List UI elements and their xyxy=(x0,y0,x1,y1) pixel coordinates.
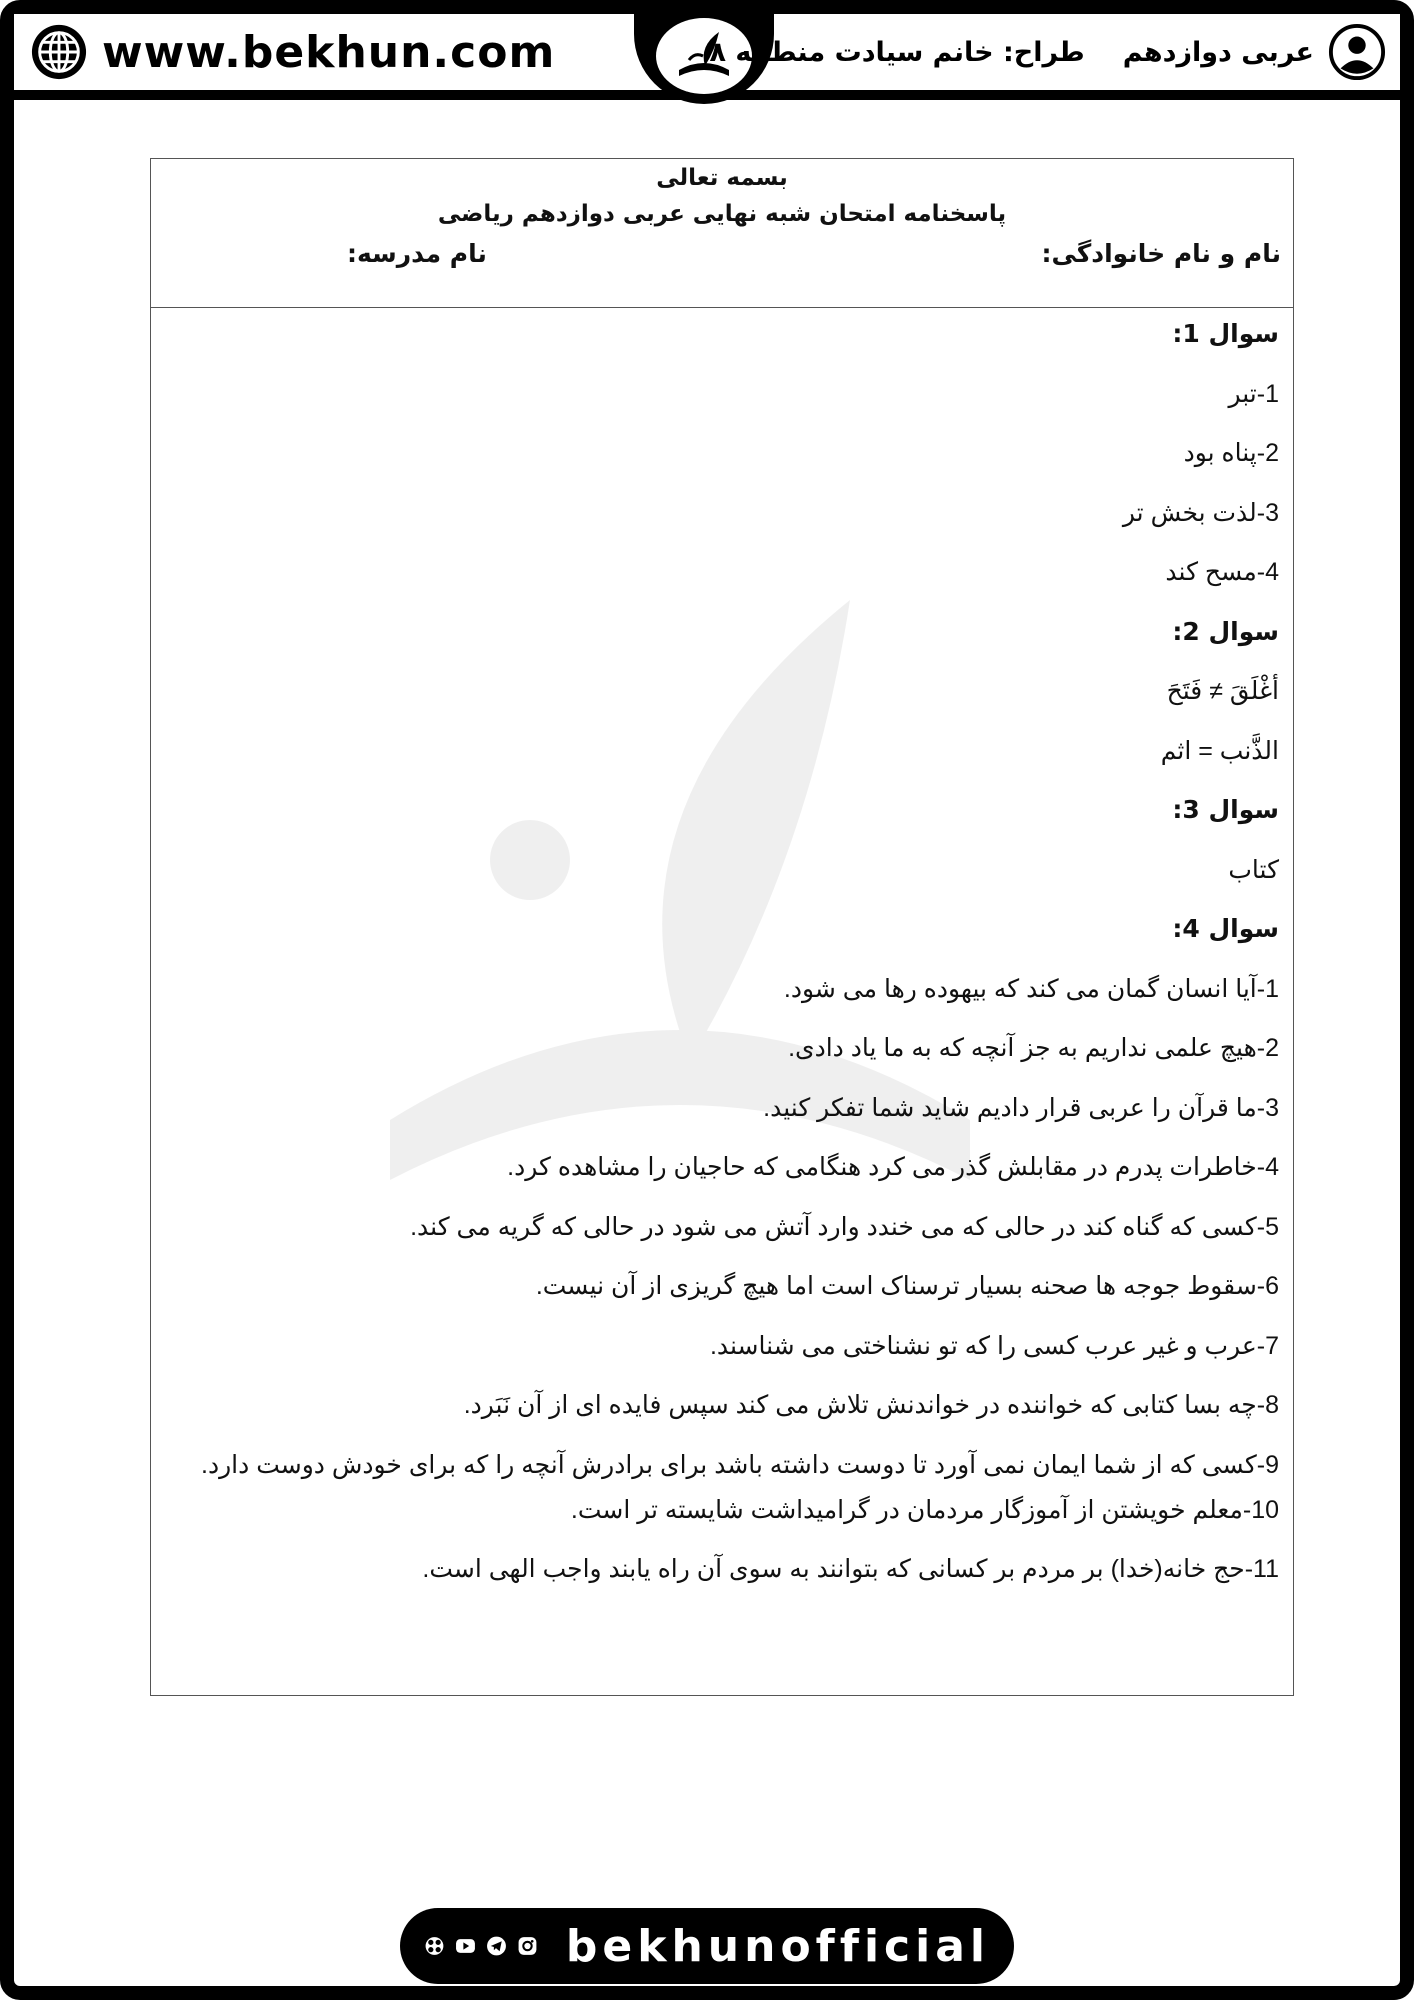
sheet-header xyxy=(151,159,1293,308)
answer-line: 2-هیچ علمی نداریم به جز آنچه که به ما یاد دادی. xyxy=(788,1034,1279,1062)
website-link[interactable] xyxy=(30,22,555,82)
question-heading: سوال 1: xyxy=(1172,319,1279,348)
bismillah: بسمه تعالی xyxy=(656,165,788,191)
instagram-icon[interactable] xyxy=(517,1926,538,1966)
answer-line: 3-ما قرآن را عربی قرار دادیم شاید شما تفکر کنید. xyxy=(763,1093,1279,1122)
globe-icon xyxy=(30,23,88,81)
question-heading: سوال 4: xyxy=(1172,914,1279,943)
answer-line: 6-سقوط جوجه ها صحنه بسیار ترسناک است اما هیچ گریزی از آن نیست. xyxy=(535,1272,1279,1300)
aparat-icon[interactable] xyxy=(424,1926,445,1966)
answer-line: 2-پناه بود xyxy=(1183,439,1279,467)
answer-line: أغْلَقَ ≠ فَتَحَ xyxy=(1166,677,1279,705)
answer-line: 9-کسی که از شما ایمان نمی آورد تا دوست داشته باشد برای برادرش آنچه را که برای خودش دوست دارد. xyxy=(201,1450,1279,1479)
question-heading: سوال 3: xyxy=(1172,795,1279,824)
answer-line: کتاب xyxy=(1228,855,1279,884)
youtube-icon[interactable] xyxy=(455,1926,476,1966)
user-avatar-icon xyxy=(1328,23,1386,81)
question-heading: سوال 2: xyxy=(1172,616,1279,646)
answer-line: 1-آیا انسان گمان می کند که بیهوده رها می شود. xyxy=(783,974,1279,1003)
website-url: www.bekhun.com xyxy=(102,26,556,78)
subject-label: عربی دوازدهم xyxy=(1122,36,1314,68)
social-handle: bekhunofficial xyxy=(565,1920,990,1972)
school-name-label: نام مدرسه: xyxy=(347,239,487,268)
answer-line: 1-تبر xyxy=(1228,379,1279,408)
exam-title: پاسخنامه امتحان شبه نهایی عربی دوازدهم ریاضی xyxy=(437,201,1007,227)
answer-line: الذَّنب = اثم xyxy=(1160,736,1279,765)
answer-line: 5-کسی که گناه کند در حالی که می خندد وارد آتش می شود در حالی که گریه می کند. xyxy=(410,1212,1279,1241)
student-name-label: نام و نام خانوادگی: xyxy=(1041,239,1281,268)
answer-line: 7-عرب و غیر عرب کسی را که تو نشناختی می شناسند. xyxy=(709,1331,1279,1360)
page-header xyxy=(14,14,1400,100)
header-info xyxy=(709,22,1386,82)
social-footer xyxy=(400,1908,1014,1984)
answer-sheet xyxy=(150,158,1294,1696)
answers-list xyxy=(169,319,1279,1614)
answer-line: 10-معلم خویشتن از آموزگار مردمان در گرامیداشت شایسته تر است. xyxy=(570,1495,1279,1524)
answer-line: 8-چه بسا کتابی که خواننده در خواندنش تلاش می کند سپس فایده ای از آن نَبَرد. xyxy=(463,1391,1279,1419)
answer-line: 3-لذت بخش تر xyxy=(1122,498,1279,527)
telegram-icon[interactable] xyxy=(486,1926,507,1966)
answer-line: 4-خاطرات پدرم در مقابلش گذر می کرد هنگامی که حاجیان را مشاهده کرد. xyxy=(507,1153,1279,1181)
designer-label: طراح: خانم سیادت منطقه ۸ xyxy=(709,36,1085,68)
answer-line: 4-مسح کند xyxy=(1165,558,1279,586)
answer-line: 11-حج خانه(خدا) بر مردم بر کسانی که بتوانند به سوی آن راه یابند واجب الهی است. xyxy=(422,1555,1279,1583)
